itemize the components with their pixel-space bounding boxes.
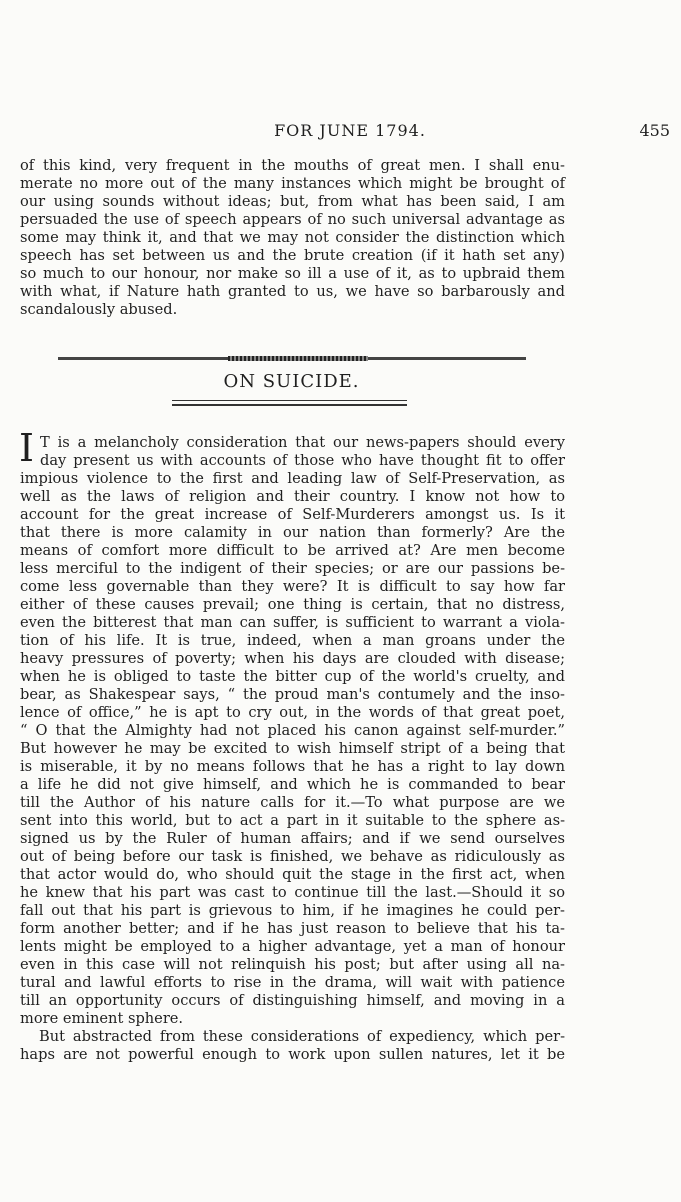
text-line: that actor would do, who should quit the stage in the first act, when [20,866,565,883]
text-line: merate no more out of the many instances which might be brought of [20,175,565,192]
text-line: a life he did not give himself, and which he is commanded to bear [20,776,565,793]
text-line: till an opportunity occurs of distinguishing himself, and moving in a [20,992,565,1009]
text-line: impious violence to the first and leading law of Self-Preservation, as [20,470,565,487]
text-line: sent into this world, but to act a part in it suitable to the sphere as- [20,812,565,829]
page-number: 455 [639,121,670,140]
text-line: so much to our honour, nor make so ill a use of it, as to upbraid them [20,265,565,282]
title-rule-top [172,400,407,401]
text-line: “ O that the Almighty had not placed his canon against self-murder.” [20,722,565,739]
text-line: lents might be employed to a higher advantage, yet a man of honour [20,938,565,955]
text-line: signed us by the Ruler of human affairs; and if we send ourselves [20,830,565,847]
text-line: But however he may be excited to wish himself stript of a being that [20,740,565,757]
text-line: lence of office,” he is apt to cry out, in the words of that great poet, [20,704,565,721]
text-line: either of these causes prevail; one thing is certain, that no distress, [20,596,565,613]
text-line: persuaded the use of speech appears of no such universal advantage as [20,211,565,228]
text-line: that there is more calamity in our nation than formerly? Are the [20,524,565,541]
text-line: But abstracted from these considerations of expediency, which per- [39,1028,565,1045]
article-title: ON SUICIDE. [223,371,360,392]
text-line: T is a melancholy consideration that our news-papers should every [40,434,565,451]
text-line: means of comfort more difficult to be arrived at? Are men become [20,542,565,559]
text-line: less merciful to the indigent of their species; or are our passions be- [20,560,565,577]
text-line: form another better; and if he has just reason to believe that his ta- [20,920,565,937]
text-line: when he is obliged to taste the bitter cup of the world's cruelty, and [20,668,565,685]
text-line: fall out that his part is grievous to him, if he imagines he could per- [20,902,565,919]
text-line: out of being before our task is finished, we behave as ridiculously as [20,848,565,865]
text-line: tural and lawful efforts to rise in the drama, will wait with patience [20,974,565,991]
title-rule-bottom [172,404,407,406]
text-line: bear, as Shakespear says, “ the proud man's contumely and the inso- [20,686,565,703]
running-head [30,121,670,145]
text-line: our using sounds without ideas; but, from what has been said, I am [20,193,565,210]
text-line: day present us with accounts of those who have thought fit to offer [40,452,565,469]
text-line: tion of his life. It is true, indeed, when a man groans under the [20,632,565,649]
text-line: heavy pressures of poverty; when his days are clouded with disease; [20,650,565,667]
text-line: scandalously abused. [20,301,178,318]
text-line: even the bitterest that man can suffer, is sufficient to warrant a viola- [20,614,565,631]
text-line: of this kind, very frequent in the mouths of great men. I shall enu- [20,157,565,174]
text-line: haps are not powerful enough to work upon sullen natures, let it be [20,1046,565,1063]
text-line: with what, if Nature hath granted to us, we have so barbarously and [20,283,565,300]
text-line: he knew that his part was cast to continue till the last.—Should it so [20,884,565,901]
text-line: even in this case will not relinquish his post; but after using all na- [20,956,565,973]
text-line: account for the great increase of Self-Murderers amongst us. Is it [20,506,565,523]
text-line: is miserable, it by no means follows that he has a right to lay down [20,758,565,775]
text-line: some may think it, and that we may not consider the distinction which [20,229,565,246]
text-line: more eminent sphere. [20,1010,184,1027]
drop-cap: I [19,426,35,470]
running-title: FOR JUNE 1794. [274,121,426,140]
text-line: till the Author of his nature calls for it.—To what purpose are we [20,794,565,811]
text-line: come less governable than they were? It is difficult to say how far [20,578,565,595]
text-line: well as the laws of religion and their country. I know not how to [20,488,565,505]
text-line: speech has set between us and the brute creation (if it hath set any) [20,247,565,264]
section-divider-ornament [58,357,526,360]
